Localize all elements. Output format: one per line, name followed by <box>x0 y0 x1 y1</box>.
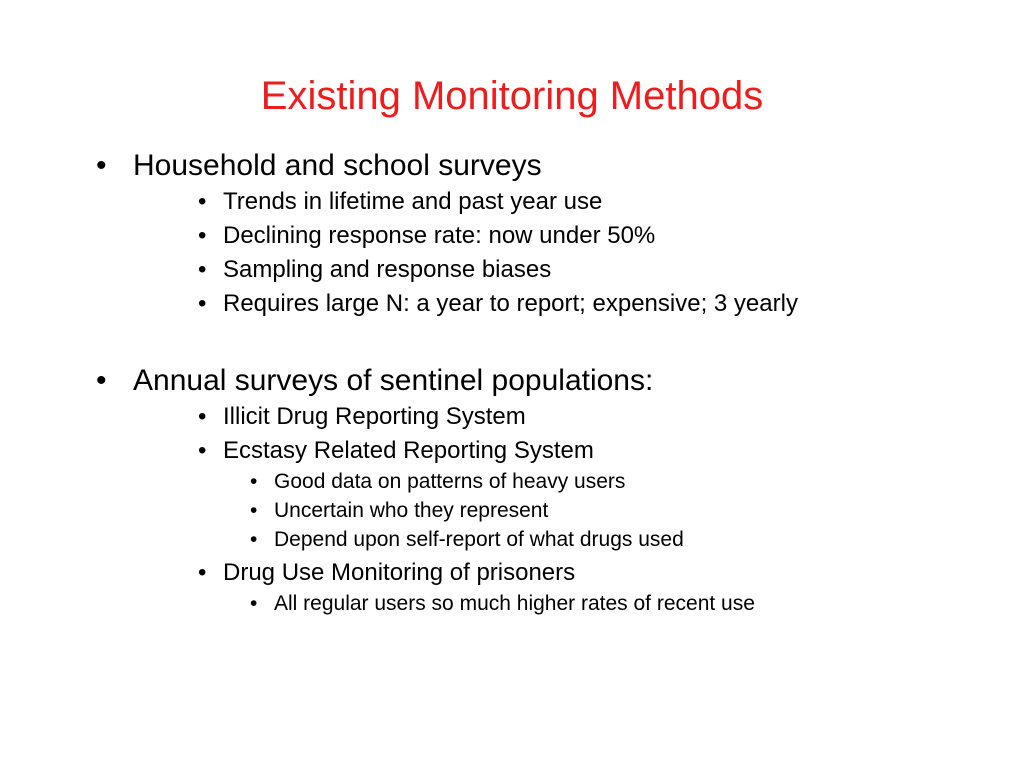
slide-title: Existing Monitoring Methods <box>260 74 764 118</box>
list-item: Illicit Drug Reporting System <box>223 403 526 430</box>
bullet-dot: • <box>250 592 258 615</box>
section-heading-household: Household and school surveys <box>133 149 542 182</box>
list-item: Sampling and response biases <box>223 256 552 283</box>
bullet-dot: • <box>198 222 207 249</box>
bullet-dot: • <box>250 470 258 493</box>
sub-list-item: Uncertain who they represent <box>274 499 549 522</box>
list-item: Declining response rate: now under 50% <box>223 222 656 249</box>
bullet-dot: • <box>250 499 258 522</box>
list-item: Drug Use Monitoring of prisoners <box>223 559 576 586</box>
sub-list-item: Good data on patterns of heavy users <box>274 470 626 493</box>
section-heading-sentinel: Annual surveys of sentinel populations: <box>133 364 654 397</box>
list-item: Ecstasy Related Reporting System <box>223 437 594 464</box>
bullet-dot: • <box>198 290 207 317</box>
list-item: Requires large N: a year to report; expensive; 3 yearly <box>223 290 798 317</box>
bullet-dot: • <box>198 403 207 430</box>
bullet-dot: • <box>198 559 207 586</box>
list-item: Trends in lifetime and past year use <box>223 188 603 215</box>
bullet-dot: • <box>250 528 258 551</box>
bullet-dot: • <box>198 256 207 283</box>
bullet-dot: • <box>96 364 107 397</box>
bullet-dot: • <box>96 149 107 182</box>
sub-list-item: All regular users so much higher rates of recent use <box>274 592 755 615</box>
bullet-dot: • <box>198 188 207 215</box>
bullet-dot: • <box>198 437 207 464</box>
sub-list-item: Depend upon self-report of what drugs used <box>274 528 684 551</box>
